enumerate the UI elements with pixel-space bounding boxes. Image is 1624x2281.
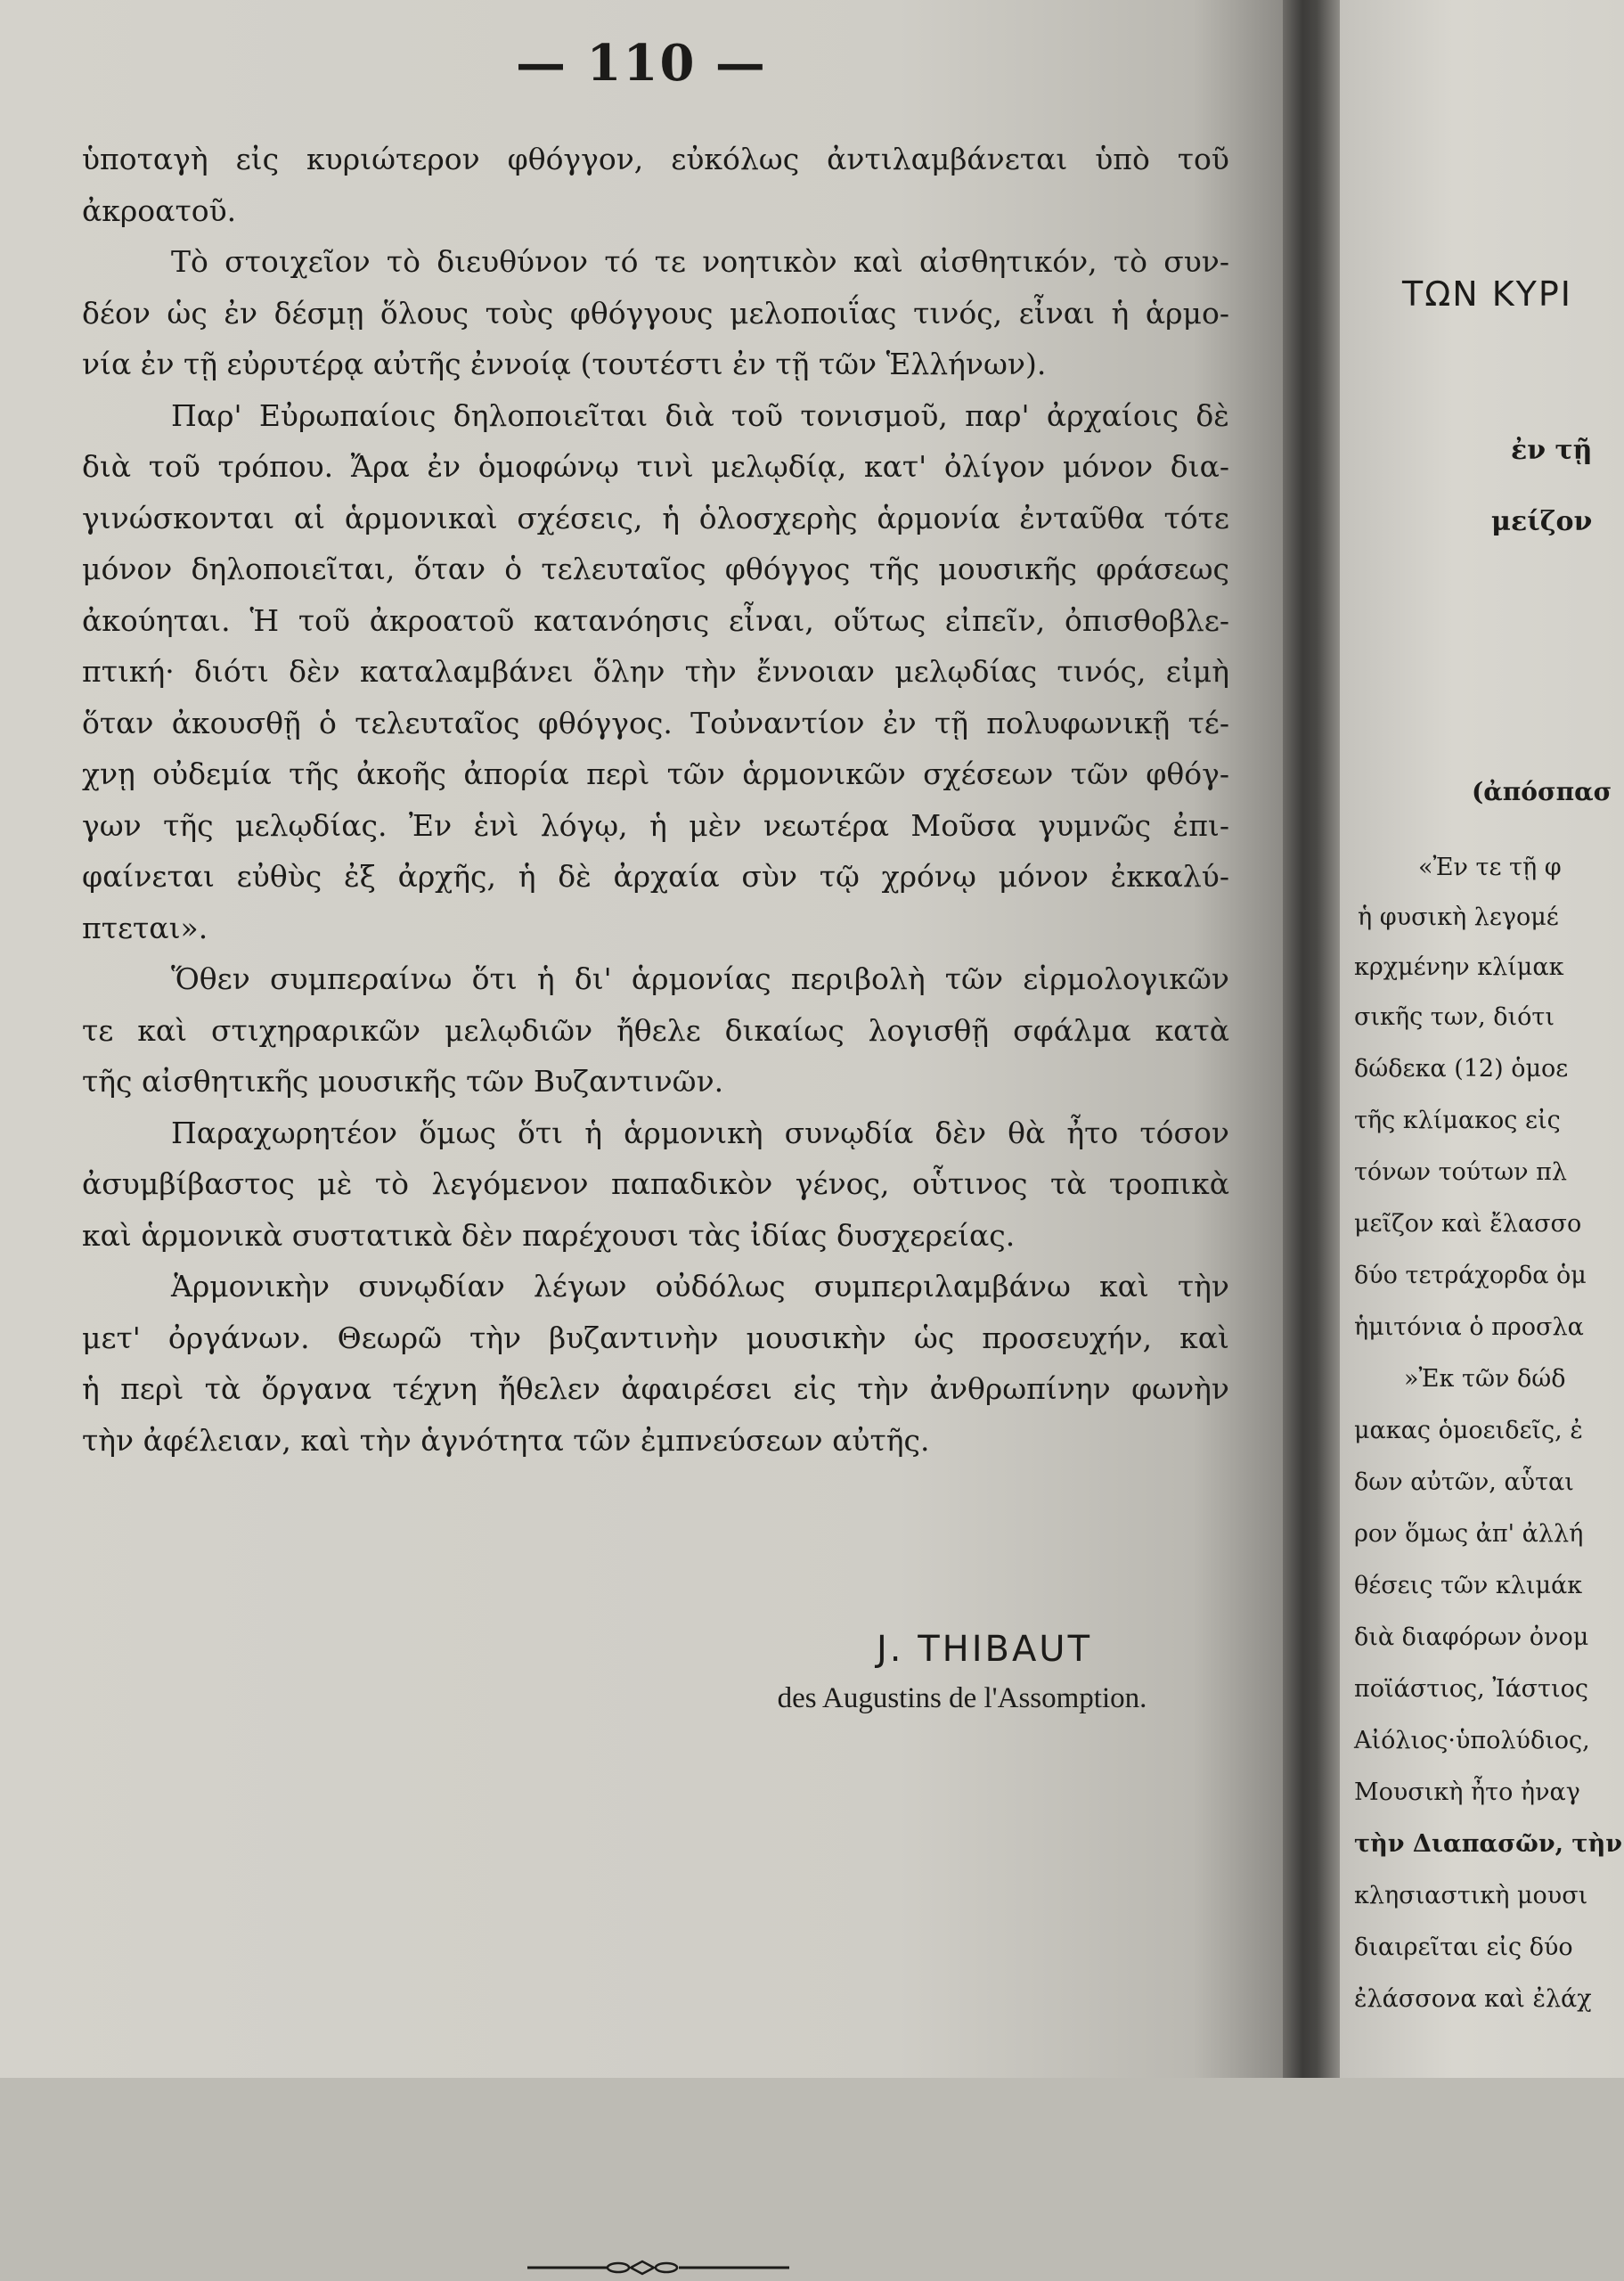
right-page: [1340, 0, 1624, 2078]
right-text-line: «Ἐν τε τῇ φ: [1418, 854, 1562, 881]
right-text-line: ἡ φυσικὴ λεγομέ: [1358, 903, 1559, 931]
right-text-line: Μουσικὴ ἦτο ἠναγ: [1354, 1778, 1580, 1806]
author-affiliation: des Augustins de l'Assomption.: [777, 1682, 1147, 1714]
text-line: μόνον δηλοποιεῖται, ὅταν ὁ τελευταῖος φθόγγος τῆς μουσικῆς φράσεως: [82, 552, 1229, 586]
text-line: διὰ τοῦ τρόπου. Ἄρα ἐν ὁμοφώνῳ τινὶ μελῳδίᾳ, κατ' ὀλίγον μόνον δια-: [82, 449, 1229, 484]
text-line: Παραχωρητέον ὅμως ὅτι ἡ ἁρμονικὴ συνῳδία δὲν θὰ ἦτο τόσον: [171, 1115, 1229, 1150]
body-text: [82, 134, 1229, 1466]
text-line: φαίνεται εὐθὺς ἐξ ἀρχῆς, ἡ δὲ ἀρχαία σὺν τῷ χρόνῳ μόνον ἐκκαλύ-: [82, 859, 1229, 894]
right-text-line: Αἰόλιος·ὑπολύδιος,: [1354, 1727, 1590, 1754]
author-name: J. THIBAUT: [876, 1629, 1093, 1670]
text-line: πτεται».: [82, 910, 208, 945]
text-line: ἀσυμβίβαστος μὲ τὸ λεγόμενον παπαδικὸν γένος, οὗτινος τὰ τροπικὰ: [82, 1166, 1229, 1201]
page-number: — 110 —: [516, 34, 767, 93]
text-line: ἡ περὶ τὰ ὄργανα τέχνη ἤθελεν ἀφαιρέσει εἰς τὴν ἀνθρωπίνην φωνὴν: [82, 1371, 1229, 1406]
right-text-line: διὰ διαφόρων ὀνομ: [1354, 1623, 1589, 1651]
text-line: μετ' ὀργάνων. Θεωρῶ τὴν βυζαντινὴν μουσικὴν ὡς προσευχήν, καὶ: [82, 1320, 1229, 1355]
text-line: γων τῆς μελῳδίας. Ἐν ἑνὶ λόγῳ, ἡ μὲν νεωτέρα Μοῦσα γυμνῶς ἐπι-: [82, 807, 1229, 843]
right-text-line: σικῆς των, διότι: [1354, 1003, 1555, 1031]
right-text-line: ἡμιτόνια ὁ προσλα: [1354, 1313, 1584, 1341]
right-text-line: ἐν τῇ: [1511, 435, 1593, 466]
right-text-line: θέσεις τῶν κλιμάκ: [1354, 1572, 1583, 1599]
right-text-line: τόνων τούτων πλ: [1354, 1158, 1568, 1186]
text-line: πτική· διότι δὲν καταλαμβάνει ὅλην τὴν ἔννοιαν μελῳδίας τινός, εἰμὴ: [82, 654, 1229, 689]
right-text-line: μεῖζον καὶ ἔλασσο: [1354, 1210, 1582, 1238]
text-line: νία ἐν τῇ εὐρυτέρᾳ αὐτῆς ἐννοίᾳ (τουτέστι ἐν τῇ τῶν Ἑλλήνων).: [82, 347, 1047, 381]
right-text-line: διαιρεῖται εἰς δύο: [1354, 1934, 1573, 1961]
text-line: τε καὶ στιχηραρικῶν μελῳδιῶν ἤθελε δικαίως λογισθῇ σφάλμα κατὰ: [82, 1012, 1229, 1048]
right-text-line: ποϊάστιος, Ἰάστιος: [1354, 1675, 1588, 1703]
right-text-line: κρχμένην κλίμακ: [1354, 953, 1564, 981]
text-line: τὴν ἀφέλειαν, καὶ τὴν ἁγνότητα τῶν ἐμπνεύσεων αὐτῆς.: [82, 1422, 930, 1458]
book-gutter: [1283, 0, 1340, 2078]
right-text-line: δώδεκα (12) ὁμοε: [1354, 1055, 1569, 1083]
right-text-line: μακας ὁμοειδεῖς, ἐ: [1354, 1417, 1583, 1444]
right-text-line: κλησιαστικὴ μουσι: [1354, 1882, 1588, 1909]
text-line: τῆς αἰσθητικῆς μουσικῆς τῶν Βυζαντινῶν.: [82, 1064, 724, 1099]
text-line: ἀκούηται. Ἡ τοῦ ἀκροατοῦ κατανόησις εἶναι, οὕτως εἰπεῖν, ὀπισθοβλε-: [82, 602, 1229, 638]
text-line: Ἁρμονικὴν συνῳδίαν λέγων οὐδόλως συμπεριλαμβάνω καὶ τὴν: [171, 1269, 1229, 1304]
right-text-line: ἐλάσσονα καὶ ἐλάχ: [1354, 1985, 1592, 2013]
right-text-line: δύο τετράχορδα ὁμ: [1354, 1262, 1587, 1289]
right-text-line: ρον ὅμως ἀπ' ἀλλή: [1354, 1520, 1584, 1548]
right-text-line: δων αὐτῶν, αὗται: [1354, 1468, 1574, 1496]
text-line: Ὅθεν συμπεραίνω ὅτι ἡ δι' ἁρμονίας περιβολὴ τῶν εἱρμολογικῶν: [171, 961, 1229, 996]
text-line: δέον ὡς ἐν δέσμῃ ὅλους τοὺς φθόγγους μελοποιΐας τινός, εἶναι ἡ ἁρμο-: [82, 295, 1229, 331]
text-line: ὑποταγὴ εἰς κυριώτερον φθόγγον, εὐκόλως ἀντιλαμβάνεται ὑπὸ τοῦ: [82, 142, 1229, 176]
right-text-line: (ἀπόσπασ: [1472, 777, 1612, 806]
right-text-line: τῆς κλίμακος εἰς: [1354, 1107, 1561, 1134]
text-line: ἀκροατοῦ.: [82, 192, 237, 228]
signature: [695, 1629, 1229, 1715]
text-line: ὅταν ἀκουσθῇ ὁ τελευταῖος φθόγγος. Τοὐναντίον ἐν τῇ πολυφωνικῇ τέ-: [82, 705, 1229, 740]
ornament-divider-icon: [526, 2254, 793, 2281]
right-text-line: μείζον: [1491, 506, 1593, 537]
right-text-line: »Ἐκ τῶν δώδ: [1404, 1365, 1566, 1393]
text-line: χνῃ οὐδεμία τῆς ἀκοῆς ἀπορία περὶ τῶν ἁρμονικῶν σχέσεων τῶν φθόγ-: [82, 756, 1229, 791]
text-line: Τὸ στοιχεῖον τὸ διευθύνον τό τε νοητικὸν καὶ αἰσθητικόν, τὸ συν-: [171, 244, 1229, 279]
right-heading: ΤΩΝ ΚΥΡΙ: [1402, 274, 1573, 314]
text-line: γινώσκονται αἱ ἁρμονικαὶ σχέσεις, ἡ ὁλοσχερὴς ἁρμονία ἐνταῦθα τότε: [82, 500, 1229, 536]
text-line: καὶ ἁρμονικὰ συστατικὰ δὲν παρέχουσι τὰς ἰδίας δυσχερείας.: [82, 1217, 1016, 1253]
text-line: Παρ' Εὐρωπαίοις δηλοποιεῖται διὰ τοῦ τονισμοῦ, παρ' ἀρχαίοις δὲ: [171, 397, 1229, 433]
right-text-line: τὴν Διαπασῶν, τὴν: [1354, 1830, 1622, 1858]
